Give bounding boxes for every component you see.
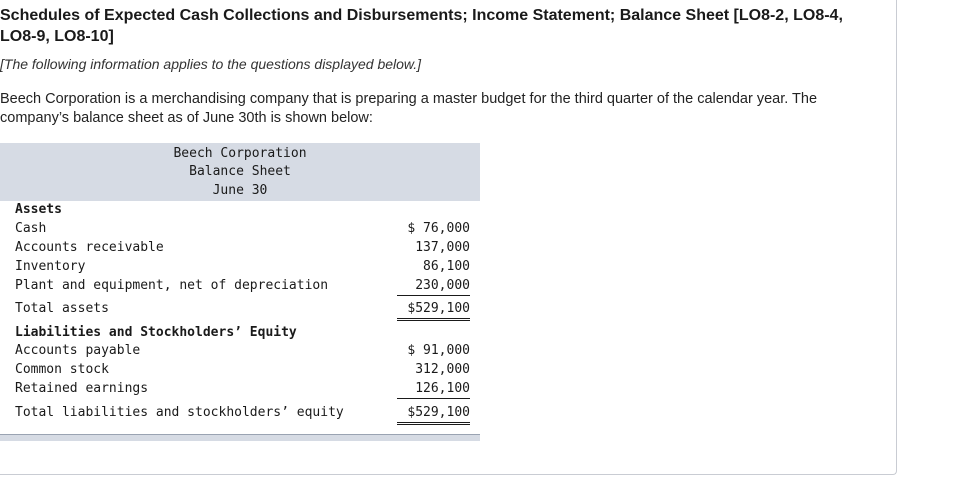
asset-label: Accounts receivable [15, 240, 164, 255]
balance-sheet-header [0, 143, 480, 201]
liability-amount: 126,100 [397, 380, 470, 399]
liability-label: Accounts payable [15, 343, 141, 358]
asset-label: Cash [15, 221, 47, 236]
page-title: Schedules of Expected Cash Collections and Disbursements; Income Statement; Balance Sheet [LO8-2, LO8-4, LO8-9, LO8-10] [0, 7, 843, 45]
info-note: [The following information applies to the questions displayed below.] [0, 56, 422, 72]
asset-label: Inventory [15, 259, 86, 274]
company-name: Beech Corporation [173, 146, 307, 161]
asset-amount: 230,000 [397, 277, 470, 296]
intro-paragraph: Beech Corporation is a merchandising company that is preparing a master budget for the third quarter of the calendar year. The company’s balance sheet as of June 30th is shown below: [0, 91, 818, 126]
table-scrollbar[interactable] [0, 434, 480, 441]
liability-amount: $ 91,000 [407, 343, 470, 358]
assets-heading: Assets [15, 202, 62, 217]
liability-label: Retained earnings [15, 381, 149, 396]
total-liabilities-label: Total liabilities and stockholders’ equity [15, 405, 344, 420]
total-assets-amount: $529,100 [397, 300, 470, 321]
total-liabilities-amount: $529,100 [397, 404, 470, 425]
balance-sheet-table [0, 143, 480, 420]
asset-label: Plant and equipment, net of depreciation [15, 278, 329, 293]
liability-label: Common stock [15, 362, 109, 377]
statement-date: June 30 [212, 183, 268, 198]
asset-amount: 137,000 [415, 240, 470, 255]
statement-name: Balance Sheet [189, 164, 291, 179]
asset-amount: 86,100 [423, 259, 470, 274]
liability-amount: 312,000 [415, 362, 470, 377]
asset-amount: $ 76,000 [407, 221, 470, 236]
total-assets-label: Total assets [15, 301, 109, 316]
liabilities-heading: Liabilities and Stockholders’ Equity [15, 325, 297, 340]
